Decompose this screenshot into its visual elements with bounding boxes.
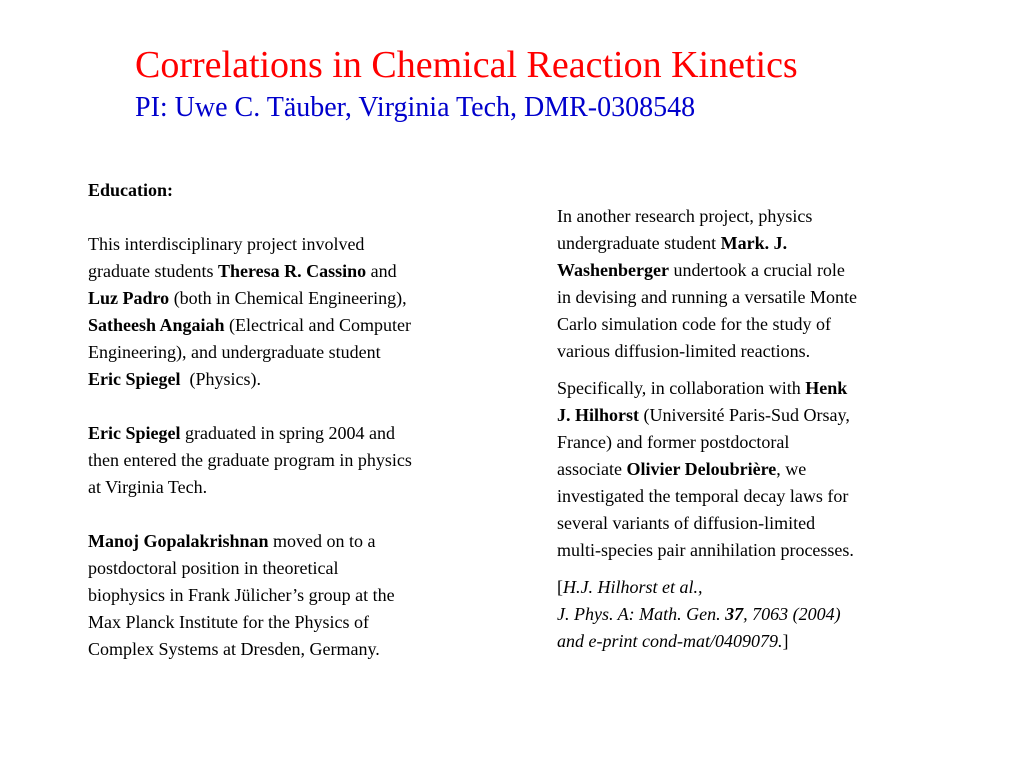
slide-title: Correlations in Chemical Reaction Kinetics [135, 44, 798, 86]
student-name: Satheesh Angaiah [88, 315, 225, 335]
collaborator-name: J. Hilhorst [557, 405, 640, 425]
collaborator-name: Olivier Deloubrière [626, 459, 777, 479]
student-name: Mark. J. [720, 233, 788, 253]
research-column [557, 203, 947, 655]
education-paragraph-1: This interdisciplinary project involved graduate students Theresa R. Cassino and Luz Padro (both in Chemical Engineering), Satheesh Angaiah (Electrical and Computer Engineering), and undergraduate student Eric Spiegel (Physics). [88, 234, 411, 389]
education-column [88, 177, 508, 663]
education-paragraph-2: Eric Spiegel graduated in spring 2004 and then entered the graduate program in physics at Virginia Tech. [88, 423, 412, 497]
student-name: Washenberger [557, 260, 669, 280]
education-paragraph-3: Manoj Gopalakrishnan moved on to a postdoctoral position in theoretical biophysics in Frank Jülicher’s group at the Max Planck Institute for the Physics of Complex Systems at Dresden, Germany. [88, 531, 395, 659]
education-heading: Education: [88, 180, 174, 200]
student-name: Theresa R. Cassino [217, 261, 367, 281]
research-paragraph-2: Specifically, in collaboration with Henk J. Hilhorst (Université Paris-Sud Orsay, France) and former postdoctoral associate Olivier Deloubrière, we investigated the temporal decay laws for several variants of diffusion-limited multi-species pair annihilation processes. [557, 378, 854, 560]
research-paragraph-1: In another research project, physics undergraduate student Mark. J. Washenberger undertook a crucial role in devising and running a versatile Monte Carlo simulation code for the study of various diffusion-limited reactions. [557, 206, 857, 361]
student-name: Eric Spiegel [88, 423, 181, 443]
postdoc-name: Manoj Gopalakrishnan [88, 531, 269, 551]
citation: [H.J. Hilhorst et al., J. Phys. A: Math. Gen. 37, 7063 (2004) and e-print cond-mat/0409079.] [557, 577, 841, 651]
collaborator-name: Henk [805, 378, 848, 398]
student-name: Luz Padro [88, 288, 170, 308]
student-name: Eric Spiegel [88, 369, 181, 389]
slide-subtitle: PI: Uwe C. Täuber, Virginia Tech, DMR-0308548 [135, 92, 696, 123]
